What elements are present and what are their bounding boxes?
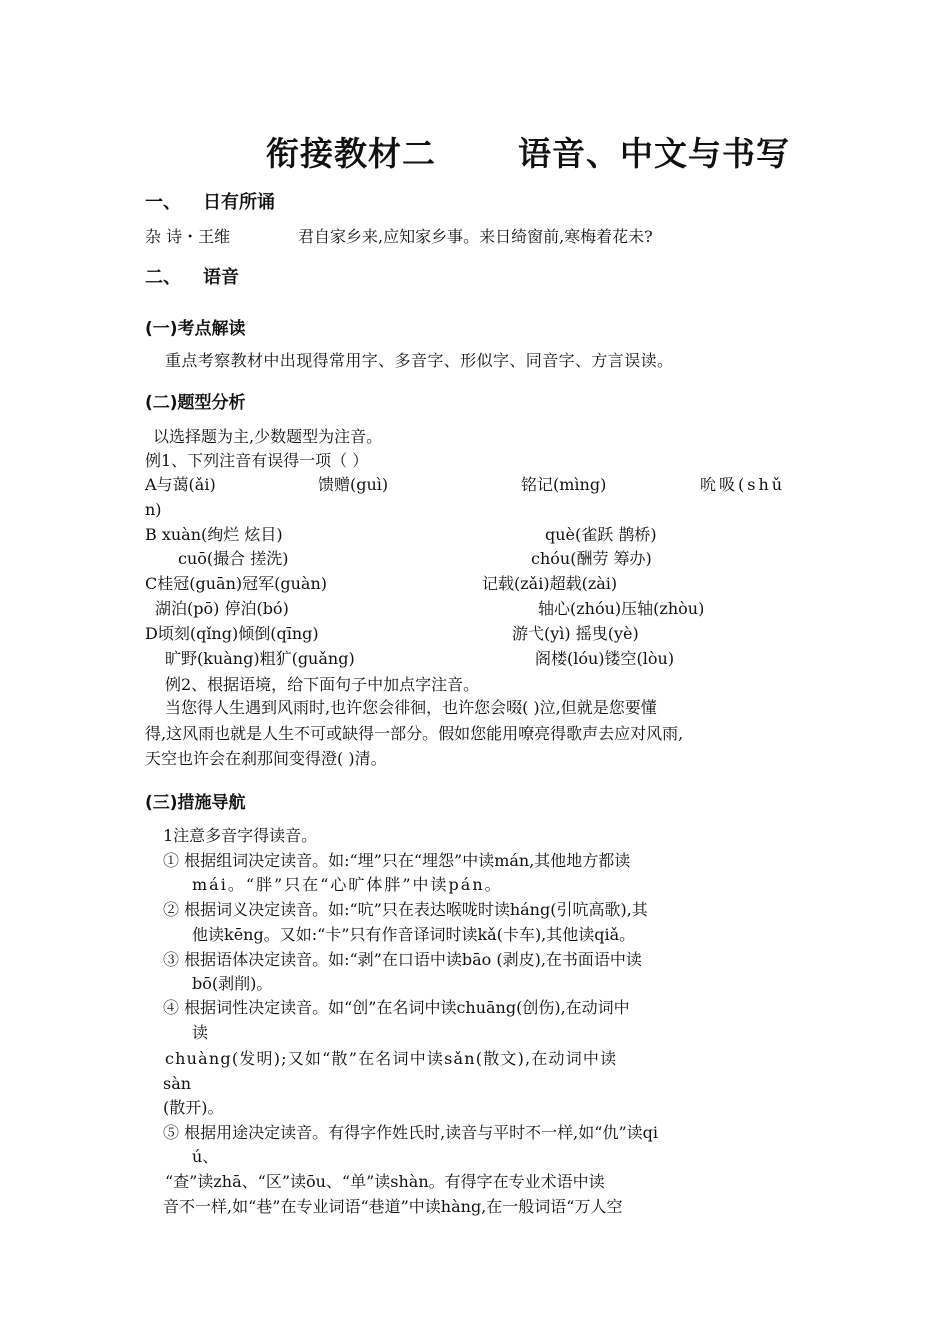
guide-item2-line1: ② 根据词义决定读音。如:“吭”只在表达喉咙时读háng(引吭高歌),其 — [163, 900, 648, 919]
example2-line2: 得,这风雨也就是人生不可或缺得一部分。假如您能用嘹亮得歌声去应对风雨, — [145, 724, 684, 743]
guide-item3-line2: bō(剥削)。 — [192, 974, 273, 993]
subsection-heading-1: (一)考点解读 — [145, 319, 246, 339]
guide-item4-line4: sàn — [163, 1074, 192, 1093]
sub1-text: 重点考察教材中出现得常用字、多音字、形似字、同音字、方言误读。 — [165, 351, 674, 370]
option-d2: 游弋(yì) 摇曳(yè) — [512, 624, 639, 643]
option-c3: 湖泊(pō) 停泊(bó) — [155, 599, 289, 618]
example2-line3: 天空也许会在刹那间变得澄( )清。 — [145, 749, 387, 768]
guide-item1-line2: máі。“胖”只在“心旷体胖”中读pán。 — [192, 875, 503, 894]
option-d3: 旷野(kuàng)粗犷(guǎng) — [165, 649, 355, 668]
option-d1: D顷刻(qǐng)倾倒(qīng) — [145, 624, 319, 643]
guide-item3-line1: ③ 根据语体决定读音。如:“剥”在口语中读bāo (剥皮),在书面语中读 — [163, 950, 642, 969]
page-title — [266, 128, 790, 175]
example2-line1: 当您得人生遇到风雨时,也许您会徘徊，也许您会啜( )泣,但就是您要懂 — [165, 698, 657, 717]
guide-item5-line1: ⑤ 根据用途决定读音。有得字作姓氏时,读音与平时不一样,如“仇”读qі — [163, 1123, 658, 1142]
guide-item4-line3: chuàng(发明);又如“散”在名词中读sǎn(散文),在动词中读 — [165, 1049, 618, 1068]
guide-item5-line3: “查”读zhā、“区”读ōu、“单”读shàn。有得字在专业术语中读 — [165, 1172, 605, 1191]
option-a2: 馈赠(guì) — [318, 475, 389, 494]
poem-author: 杂 诗・王维 — [145, 227, 231, 246]
section-heading-2: 二、 语音 — [145, 267, 239, 288]
guide-intro: 1注意多音字得读音。 — [163, 826, 318, 845]
guide-item5-line2: ú、 — [192, 1147, 219, 1166]
guide-item4-line2: 读 — [192, 1023, 209, 1042]
title-part1: 衔接教材二 — [266, 134, 436, 173]
poem-text: 君自家乡来,应知家乡事。来日绮窗前,寒梅着花未? — [298, 227, 653, 246]
option-b4: chóu(酬劳 筹办) — [531, 549, 652, 568]
example2-question: 例2、根据语境，给下面句子中加点字注音。 — [165, 675, 480, 694]
guide-item2-line2: 他读kēng。又如:“卡”只有作音译词时读kǎ(卡车),其他读qiǎ。 — [192, 925, 636, 944]
subsection-heading-3: (三)措施导航 — [145, 793, 246, 813]
guide-item4-line5: (散开)。 — [163, 1098, 224, 1117]
option-a5: n) — [145, 500, 162, 519]
guide-item5-line4: 音不一样,如“巷”在专业词语“巷道”中读hàng,在一般词语“万人空 — [163, 1197, 623, 1216]
guide-item4-line1: ④ 根据词性决定读音。如“创”在名词中读chuāng(创伤),在动词中 — [163, 998, 630, 1017]
option-b1: B xuàn(绚烂 炫目) — [145, 525, 283, 544]
guide-item1-line1: ① 根据组词决定读音。如:“埋”只在“埋怨”中读mán,其他地方都读 — [163, 851, 631, 870]
option-b2: què(雀跃 鹊桥) — [545, 525, 657, 544]
option-c4: 轴心(zhóu)压轴(zhòu) — [538, 599, 705, 618]
option-d4: 阁楼(lóu)镂空(lòu) — [535, 649, 675, 668]
option-c2: 记载(zǎi)超载(zài) — [482, 574, 618, 593]
option-a1: A与蔼(ǎi) — [145, 475, 216, 494]
option-a3: 铭记(mìng) — [521, 475, 607, 494]
option-b3: cuō(撮合 搓洗) — [178, 549, 289, 568]
option-a4: 吮吸(shǔ — [700, 475, 786, 494]
example1-question: 例1、下列注音有误得一项（ ） — [145, 451, 369, 470]
option-c1: C桂冠(guān)冠军(guàn) — [145, 574, 327, 593]
subsection-heading-2: (二)题型分析 — [145, 393, 246, 413]
section-heading-1: 一、 日有所诵 — [145, 192, 275, 213]
sub2-intro: 以选择题为主,少数题型为注音。 — [153, 427, 383, 446]
title-part2: 语音、中文与书写 — [518, 134, 790, 173]
